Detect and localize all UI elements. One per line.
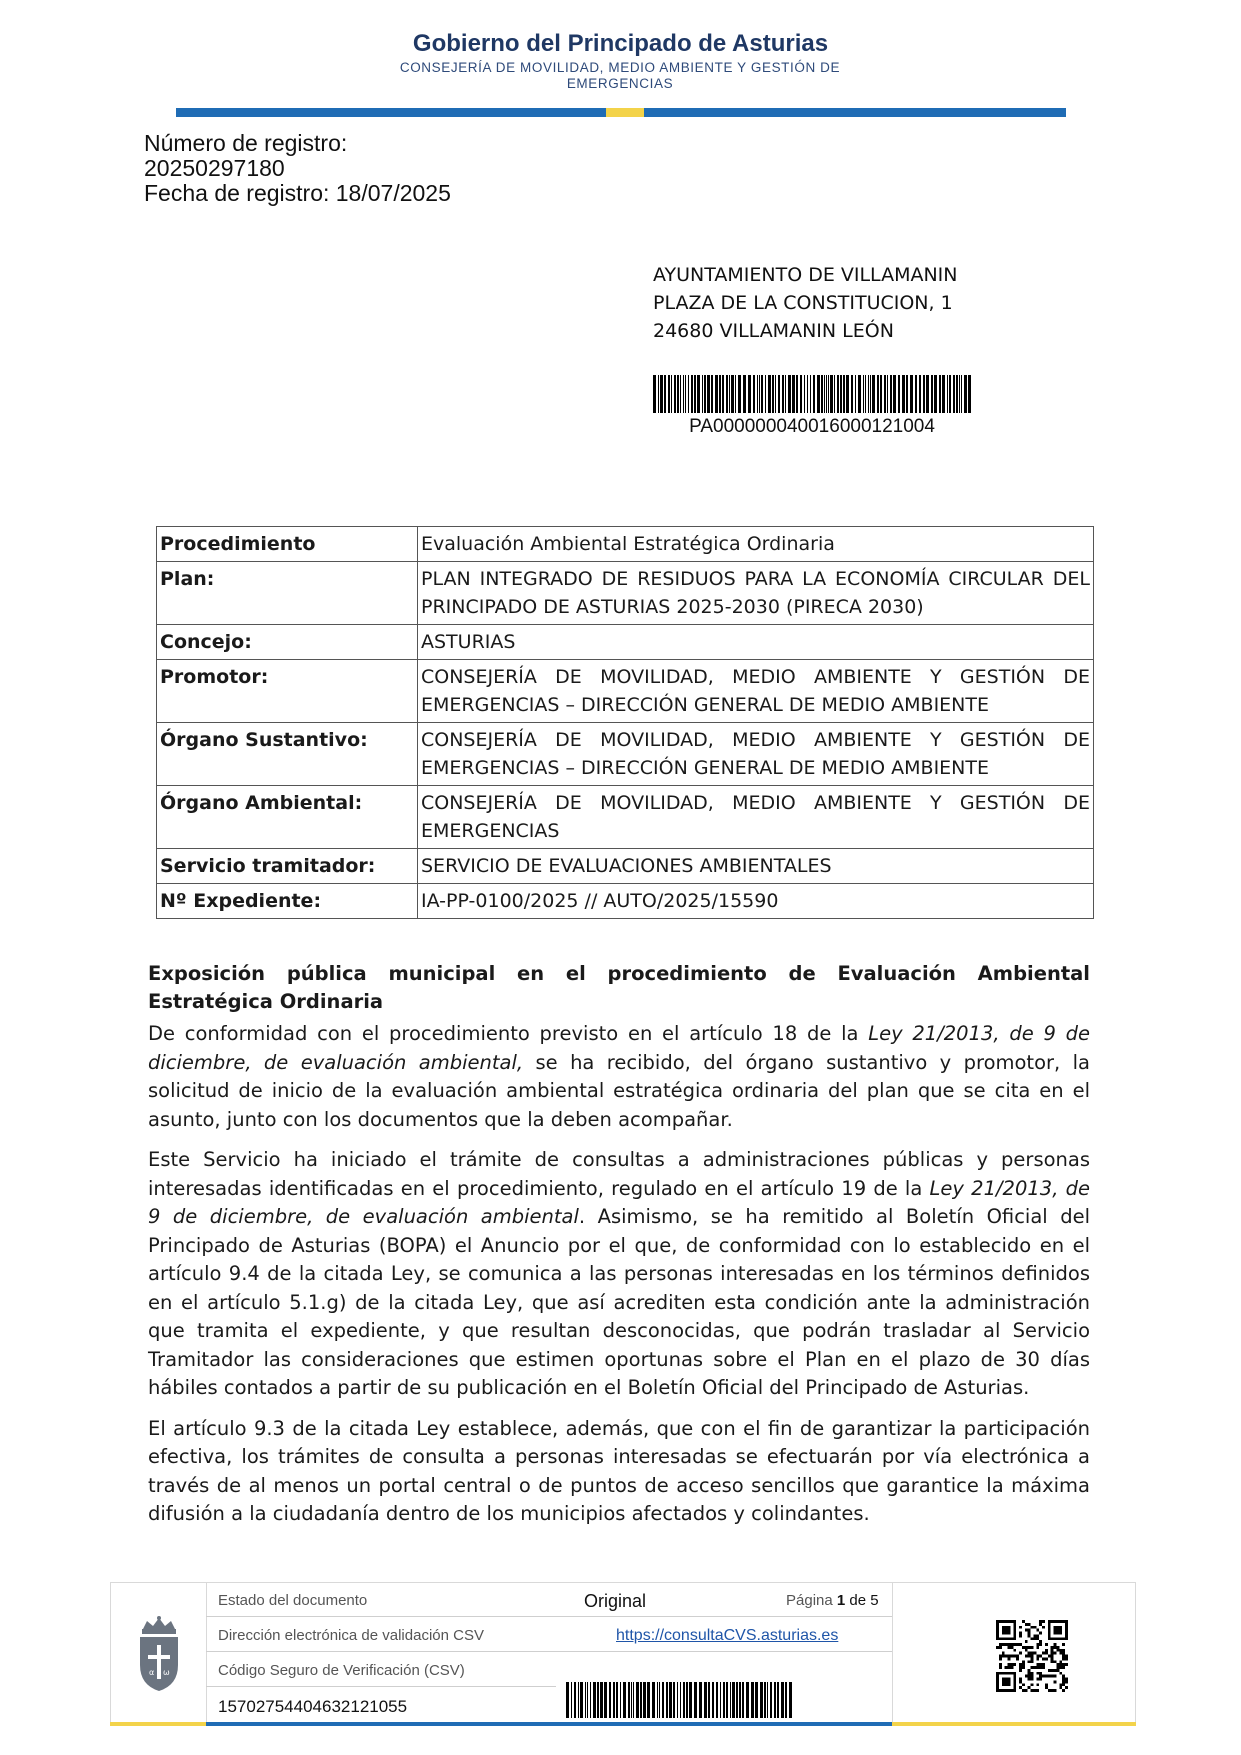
row-value: SERVICIO DE EVALUACIONES AMBIENTALES [418,849,1094,884]
table-row [157,562,1094,625]
row-label: Nº Expediente: [157,884,418,919]
row-value: ASTURIAS [418,625,1094,660]
table-row [157,786,1094,849]
row-value: CONSEJERÍA DE MOVILIDAD, MEDIO AMBIENTE Y GESTIÓN DE EMERGENCIAS [418,786,1094,849]
svg-text:ω: ω [163,1668,170,1677]
table-row [157,849,1094,884]
table-row [157,884,1094,919]
document-status-value: Original [584,1591,647,1611]
registration-number: 20250297180 [144,155,285,181]
paragraph-2 [148,1146,1090,1403]
row-label: Concejo: [157,625,418,660]
recipient-barcode [653,375,971,413]
page-indicator [786,1592,879,1609]
table-row [157,625,1094,660]
row-label: Procedimiento [157,527,418,562]
row-label: Servicio tramitador: [157,849,418,884]
page-label: Página [786,1592,833,1609]
csv-address-label: Dirección electrónica de validación CSV [218,1627,484,1644]
paragraph-text: . Asimismo, se ha remitido al Boletín Oficial del Principado de Asturias (BOPA) el Anuncio por el que, de conformidad con lo establecido en el artículo 9.4 de la citada Ley, se comunica a las personas interesadas en los términos definidos en el artículo 5.1.g) de la citada Ley, que así acrediten esta condición ante la administración que tramita el expediente, y que resultan desconocidas, que podrán trasladar al Servicio Tramitador las consideraciones que estimen oportunas sobre el Plan en el plazo de 30 días hábiles contados a partir de su publicación en el Boletín Oficial del Principado de Asturias. [148,1205,1090,1399]
registration-number-label: Número de registro: [144,130,348,156]
section-heading: Exposición pública municipal en el procedimiento de Evaluación Ambiental Estratégica Ordinaria [148,962,1090,1013]
document-status-label: Estado del documento [218,1592,368,1609]
row-label: Plan: [157,562,418,625]
recipient-line-2: PLAZA DE LA CONSTITUCION, 1 [653,292,953,314]
paragraph-1 [148,1020,1090,1134]
header-bar-accent [606,108,644,117]
footer-divider [206,1651,892,1652]
row-value: CONSEJERÍA DE MOVILIDAD, MEDIO AMBIENTE Y GESTIÓN DE EMERGENCIAS – DIRECCIÓN GENERAL DE MEDIO AMBIENTE [418,660,1094,723]
csv-barcode [566,1682,792,1718]
table-row [157,660,1094,723]
row-label: Órgano Ambiental: [157,786,418,849]
recipient-line-3: 24680 VILLAMANIN LEÓN [653,320,894,342]
footer-divider [206,1616,892,1617]
qr-code [996,1620,1068,1692]
csv-validation-link[interactable]: https://consultaCVS.asturias.es [616,1627,839,1644]
row-label: Promotor: [157,660,418,723]
footer-accent-line [206,1722,892,1726]
row-value: CONSEJERÍA DE MOVILIDAD, MEDIO AMBIENTE Y GESTIÓN DE EMERGENCIAS – DIRECCIÓN GENERAL DE MEDIO AMBIENTE [418,723,1094,786]
paragraph-text: se ha recibido, del órgano sustantivo y promotor, la solicitud de inicio de la evaluación ambiental estratégica ordinaria del plan que se cita en el asunto, junto con los documentos que la deben acompañar. [148,1050,1091,1131]
law-citation: Ley 21/2013, de 9 de diciembre, de evaluación ambiental, [148,1022,1090,1074]
csv-code-value: 15702754404632121055 [218,1697,408,1716]
svg-text:α: α [149,1668,155,1677]
paragraph-text: De conformidad con el procedimiento previsto en el artículo 18 de la [148,1022,869,1045]
recipient-barcode-text: PA000000040016000121004 [689,416,935,437]
footer-divider [206,1686,556,1687]
procedure-info-table [156,526,1094,919]
law-citation: Ley 21/2013, de 9 de diciembre, de evaluación ambiental [148,1176,1090,1228]
row-label: Órgano Sustantivo: [157,723,418,786]
page-total: 5 [870,1592,879,1609]
registration-date: Fecha de registro: 18/07/2025 [144,180,451,206]
table-row [157,723,1094,786]
header-title: Gobierno del Principado de Asturias [412,30,829,57]
header-subtitle: CONSEJERÍA DE MOVILIDAD, MEDIO AMBIENTE Y GESTIÓN DE EMERGENCIAS [399,60,841,91]
row-value: Evaluación Ambiental Estratégica Ordinaria [418,527,1094,562]
page-of: de [849,1592,867,1609]
row-value: IA-PP-0100/2025 // AUTO/2025/15590 [418,884,1094,919]
paragraph-text: Este Servicio ha iniciado el trámite de consultas a administraciones públicas y personas interesadas identificadas en el procedimiento, regulado en el artículo 19 de la [148,1148,1090,1200]
row-value: PLAN INTEGRADO DE RESIDUOS PARA LA ECONOMÍA CIRCULAR DEL PRINCIPADO DE ASTURIAS 2025-2030 (PIRECA 2030) [418,562,1094,625]
coat-of-arms-icon [134,1615,184,1693]
document-body [148,960,1090,1541]
csv-code-label: Código Seguro de Verificación (CSV) [218,1662,465,1679]
paragraph-3: El artículo 9.3 de la citada Ley establece, además, que con el fin de garantizar la participación efectiva, los trámites de consulta a personas interesadas se efectuarán por vía electrónica a través de al menos un portal central o de puntos de acceso sencillos que garantice la máxima difusión a la ciudadanía dentro de los municipios afectados y colindantes. [148,1416,1090,1525]
recipient-line-1: AYUNTAMIENTO DE VILLAMANIN [653,264,958,286]
page-current: 1 [836,1592,846,1609]
footer-divider [892,1582,893,1722]
table-row [157,527,1094,562]
footer-divider [206,1582,207,1722]
